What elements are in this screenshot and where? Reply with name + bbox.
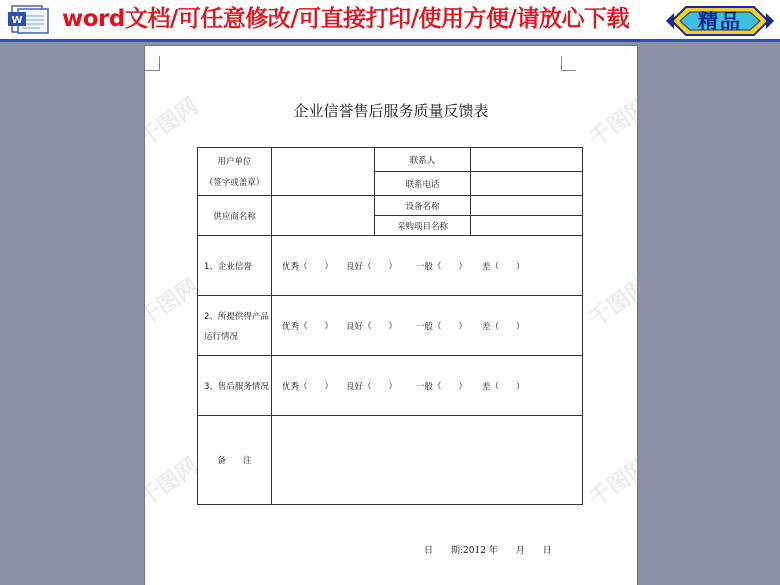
watermark: 千图网 — [134, 453, 204, 513]
watermark: 千图网 — [584, 93, 654, 153]
rating-row-label: 1、企业信誉 — [198, 236, 272, 296]
option-average[interactable]: 一般（ ） — [416, 261, 468, 272]
supplier-value[interactable] — [272, 196, 375, 236]
remarks-value[interactable] — [272, 416, 583, 505]
rating-options[interactable] — [272, 320, 582, 332]
device-label: 设备名称 — [375, 196, 471, 216]
option-average[interactable]: 一般（ ） — [416, 381, 468, 392]
procurement-value[interactable] — [471, 216, 583, 236]
watermark: 千图网 — [134, 93, 204, 153]
margin-corner-mark — [561, 56, 576, 71]
option-poor[interactable]: 差（ ） — [482, 261, 525, 272]
contact-label: 联系人 — [375, 148, 471, 172]
top-banner — [0, 0, 780, 42]
word-document-icon — [6, 4, 58, 36]
contact-value[interactable] — [471, 148, 583, 172]
rating-row — [198, 296, 583, 356]
rating-row-label-line: 运行情况 — [204, 331, 239, 342]
svg-text:W: W — [11, 15, 23, 26]
option-good[interactable]: 良好（ ） — [346, 321, 398, 332]
document-page — [134, 46, 654, 585]
option-poor[interactable]: 差（ ） — [482, 381, 525, 392]
remarks-label: 备 注 — [198, 416, 272, 505]
banner-headline: word文档/可任意修改/可直接打印/使用方便/请放心下载 — [62, 6, 629, 32]
option-excellent[interactable]: 优秀（ ） — [282, 321, 334, 332]
option-poor[interactable]: 差（ ） — [482, 321, 525, 332]
phone-value[interactable] — [471, 172, 583, 196]
watermark: 千图网 — [134, 273, 204, 333]
premium-badge-label: 精品 — [698, 9, 742, 33]
option-average[interactable]: 一般（ ） — [416, 321, 468, 332]
rating-options[interactable] — [272, 260, 582, 272]
option-excellent[interactable]: 优秀（ ） — [282, 381, 334, 392]
date-line: 日 期:2012 年 月 日 — [424, 546, 552, 556]
user-unit-label: 用户单位 — [217, 157, 252, 167]
option-good[interactable]: 良好（ ） — [346, 261, 398, 272]
rating-row — [198, 236, 583, 296]
feedback-form-table — [197, 147, 583, 505]
device-value[interactable] — [471, 196, 583, 216]
watermark: 千图网 — [584, 453, 654, 513]
option-excellent[interactable]: 优秀（ ） — [282, 261, 334, 272]
user-unit-cell — [198, 148, 272, 196]
supplier-label: 供应商名称 — [198, 196, 272, 236]
user-unit-note: （签字或盖章） — [204, 178, 265, 188]
rating-options[interactable] — [272, 380, 582, 392]
rating-row — [198, 356, 583, 416]
document-title: 企业信誉售后服务质量反馈表 — [293, 102, 489, 120]
user-unit-value[interactable] — [272, 148, 375, 196]
rating-row-label — [198, 296, 272, 356]
margin-corner-mark — [145, 56, 160, 71]
option-good[interactable]: 良好（ ） — [346, 381, 398, 392]
phone-label: 联系电话 — [375, 172, 471, 196]
procurement-label: 采购项目名称 — [375, 216, 471, 236]
rating-row-label-line: 2、所提供得产品 — [204, 311, 269, 322]
watermark: 千图网 — [584, 273, 654, 333]
rating-row-label: 3、售后服务情况 — [198, 356, 272, 416]
